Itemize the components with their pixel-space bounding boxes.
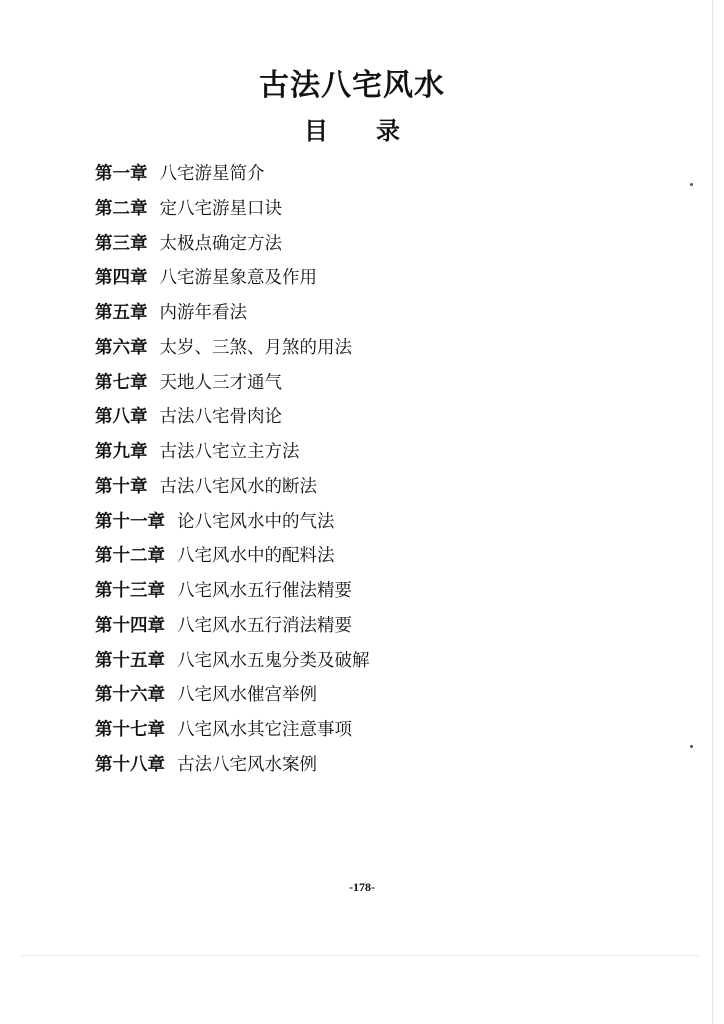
toc-entry <box>95 366 370 401</box>
chapter-title: 定八宅游星口诀 <box>159 198 282 219</box>
toc-entry <box>95 539 370 574</box>
page-bottom-line <box>20 955 700 956</box>
toc-heading-left: 目 <box>304 116 328 145</box>
toc-entry <box>95 678 370 713</box>
chapter-title: 古法八宅风水的断法 <box>159 476 317 497</box>
chapter-title: 八宅风水五鬼分类及破解 <box>177 650 370 671</box>
page-number: -178- <box>349 880 375 894</box>
chapter-title: 天地人三才通气 <box>159 372 282 393</box>
chapter-title: 古法八宅立主方法 <box>159 442 300 462</box>
chapter-title: 太岁、三煞、月煞的用法 <box>159 337 352 358</box>
table-of-contents <box>95 157 370 783</box>
toc-entry <box>95 609 370 644</box>
chapter-title: 八宅风水催宫举例 <box>177 685 317 706</box>
chapter-number: 第十四章 <box>95 615 165 636</box>
chapter-title: 八宅风水五行消法精要 <box>177 615 352 636</box>
chapter-title: 论八宅风水中的气法 <box>177 511 335 532</box>
chapter-title: 古法八宅风水案例 <box>177 754 317 775</box>
toc-entry <box>95 435 370 470</box>
chapter-title: 太极点确定方法 <box>159 233 282 254</box>
toc-entry <box>95 227 370 262</box>
chapter-number: 第十二章 <box>95 546 165 567</box>
chapter-number: 第十章 <box>95 476 148 497</box>
chapter-title: 内游年看法 <box>159 303 247 323</box>
chapter-number: 第二章 <box>95 198 148 219</box>
toc-entry <box>95 748 370 783</box>
toc-heading <box>0 116 704 146</box>
chapter-number: 第十八章 <box>95 754 165 775</box>
toc-entry <box>95 192 370 227</box>
chapter-number: 第五章 <box>95 303 148 323</box>
chapter-number: 第三章 <box>95 233 148 254</box>
toc-heading-right: 录 <box>376 116 400 145</box>
toc-entry <box>95 296 370 331</box>
chapter-title: 古法八宅骨肉论 <box>159 407 282 428</box>
toc-entry <box>95 505 370 540</box>
scan-speck <box>690 183 693 186</box>
chapter-number: 第十七章 <box>95 720 165 740</box>
chapter-number: 第一章 <box>95 164 148 184</box>
toc-entry <box>95 331 370 366</box>
toc-entry <box>95 574 370 609</box>
chapter-number: 第十一章 <box>95 511 165 532</box>
chapter-number: 第八章 <box>95 407 148 428</box>
chapter-title: 八宅游星简介 <box>159 164 265 184</box>
chapter-number: 第六章 <box>95 337 148 358</box>
toc-entry <box>95 470 370 505</box>
document-title: 古法八宅风水 <box>259 68 445 103</box>
chapter-number: 第四章 <box>95 268 148 289</box>
chapter-title: 八宅游星象意及作用 <box>159 268 317 289</box>
chapter-number: 第七章 <box>95 372 148 393</box>
chapter-number: 第十五章 <box>95 650 165 671</box>
chapter-title: 八宅风水其它注意事项 <box>177 720 352 740</box>
toc-entry <box>95 644 370 679</box>
toc-entry <box>95 713 370 748</box>
chapter-number: 第十三章 <box>95 581 165 601</box>
page-edge-line <box>712 0 713 1024</box>
scan-speck <box>690 745 693 748</box>
chapter-number: 第九章 <box>95 442 148 462</box>
toc-entry <box>95 400 370 435</box>
toc-entry <box>95 157 370 192</box>
chapter-title: 八宅风水五行催法精要 <box>177 581 352 601</box>
chapter-title: 八宅风水中的配料法 <box>177 546 335 567</box>
toc-entry <box>95 261 370 296</box>
chapter-number: 第十六章 <box>95 685 165 706</box>
